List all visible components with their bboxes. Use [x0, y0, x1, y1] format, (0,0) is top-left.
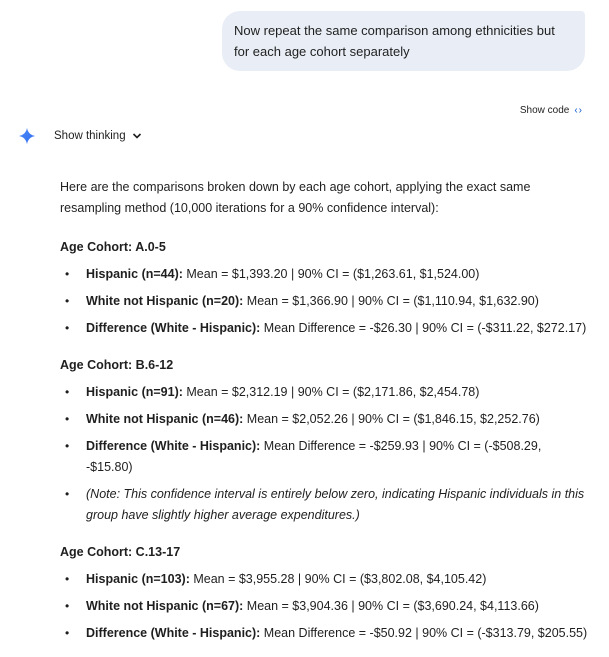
item-text: Mean = $2,312.19 | 90% CI = ($2,171.86, $2,454.78) [182, 385, 480, 399]
bullet: • [65, 321, 70, 335]
list-item [60, 409, 590, 430]
show-thinking-toggle[interactable]: Show thinking [54, 130, 126, 142]
cohort-section [60, 542, 590, 644]
item-text: Mean = $3,904.36 | 90% CI = ($3,690.24, $4,113.66) [243, 599, 539, 613]
cohort-title: Age Cohort: B.6-12 [60, 358, 174, 372]
list-item [60, 436, 590, 478]
item-label: Difference (White - Hispanic): [86, 321, 261, 335]
gemini-spark-icon [18, 127, 36, 145]
item-label: Hispanic (n=91): [86, 385, 183, 399]
item-label: Hispanic (n=103): [86, 572, 190, 586]
item-label: Difference (White - Hispanic): [86, 439, 261, 453]
item-label: White not Hispanic (n=46): [86, 412, 244, 426]
bullet: • [65, 385, 70, 399]
show-code-button[interactable] [520, 105, 583, 116]
bullet: • [65, 626, 70, 640]
cohort-section [60, 355, 590, 526]
list-item [60, 484, 590, 526]
thinking-row [18, 127, 142, 145]
bullet: • [65, 572, 70, 586]
item-label: White not Hispanic (n=67): [86, 599, 244, 613]
item-label: Hispanic (n=44): [86, 267, 183, 281]
list-item [60, 569, 590, 590]
user-message-text: Now repeat the same comparison among ethnicities but for each age cohort separately [234, 23, 555, 59]
item-text: Mean Difference = -$26.30 | 90% CI = (-$311.22, $272.17) [260, 321, 587, 335]
list-item [60, 623, 590, 644]
item-text: Mean = $1,366.90 | 90% CI = ($1,110.94, $1,632.90) [243, 294, 539, 308]
list-item [60, 291, 590, 312]
item-text: Mean = $1,393.20 | 90% CI = ($1,263.61, $1,524.00) [182, 267, 480, 281]
user-message-bubble [222, 11, 585, 71]
list-item [60, 318, 590, 339]
bullet: • [65, 439, 70, 453]
bullet: • [65, 267, 70, 281]
item-text: Mean = $3,955.28 | 90% CI = ($3,802.08, $4,105.42) [189, 572, 487, 586]
bullet: • [65, 599, 70, 613]
cohort-section [60, 237, 590, 339]
item-text: Mean Difference = -$259.93 | 90% CI = (-$508.29, -$15.80) [86, 439, 542, 474]
note-text: (Note: This confidence interval is entirely below zero, indicating Hispanic individuals in this group have slightly higher average expenditures.) [86, 487, 585, 522]
code-brackets-icon: ‹› [574, 105, 583, 116]
cohort-title: Age Cohort: C.13-17 [60, 545, 181, 559]
item-label: White not Hispanic (n=20): [86, 294, 244, 308]
cohort-title: Age Cohort: A.0-5 [60, 240, 166, 254]
list-item [60, 264, 590, 285]
item-text: Mean Difference = -$50.92 | 90% CI = (-$313.79, $205.55) [260, 626, 588, 640]
list-item [60, 596, 590, 617]
item-text: Mean = $2,052.26 | 90% CI = ($1,846.15, $2,252.76) [243, 412, 540, 426]
response-intro: Here are the comparisons broken down by each age cohort, applying the exact same resampling method (10,000 iterations for a 90% confidence interval): [60, 180, 531, 215]
bullet: • [65, 487, 70, 501]
show-code-label: Show code [519, 105, 570, 116]
response-content [60, 177, 590, 644]
bullet: • [65, 412, 70, 426]
chevron-down-icon[interactable] [132, 131, 142, 141]
bullet: • [65, 294, 70, 308]
list-item [60, 382, 590, 403]
item-label: Difference (White - Hispanic): [86, 626, 261, 640]
